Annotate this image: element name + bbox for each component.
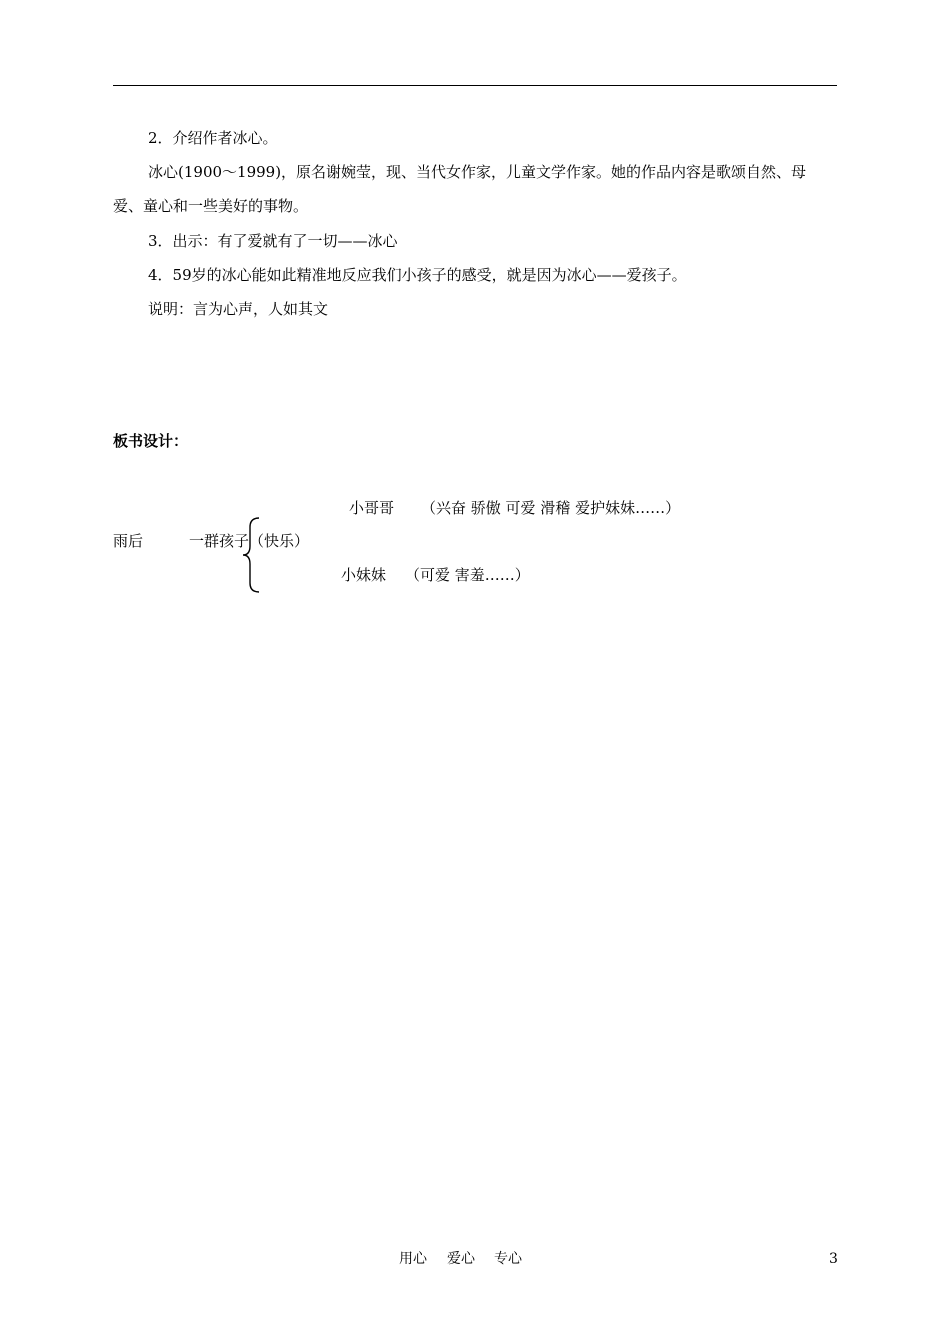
board-brother-traits: （兴奋 骄傲 可爱 滑稽 爱护妹妹……） — [421, 499, 681, 517]
bio-line-1: 冰心(1900～1999)，原名谢婉莹，现、当代女作家，儿童文学作家。她的作品内容是歌颂自然、母 — [148, 163, 807, 181]
board-sister-traits: （可爱 害羞……） — [405, 566, 530, 584]
footer-motto-1: 用心 — [399, 1251, 427, 1267]
header-rule — [113, 85, 837, 86]
board-heading: 板书设计： — [113, 432, 189, 450]
curly-brace-icon — [241, 516, 263, 594]
board-brother: 小哥哥 — [349, 499, 395, 517]
item-3: 3．出示：有了爱就有了一切——冰心 — [148, 232, 398, 250]
bio-line-2: 爱、童心和一些美好的事物。 — [113, 197, 309, 215]
item-2: 2．介绍作者冰心。 — [148, 129, 278, 147]
board-topic: 雨后 — [113, 532, 144, 550]
page-number: 3 — [829, 1251, 838, 1267]
board-group: 一群孩子（快乐） — [189, 532, 310, 550]
footer-motto-3: 专心 — [494, 1251, 522, 1267]
item-4: 4．59岁的冰心能如此精准地反应我们小孩子的感受，就是因为冰心——爱孩子。 — [148, 266, 687, 284]
note: 说明：言为心声，人如其文 — [148, 300, 329, 318]
board-sister: 小妹妹 — [341, 566, 387, 584]
footer-motto-2: 爱心 — [447, 1251, 475, 1267]
